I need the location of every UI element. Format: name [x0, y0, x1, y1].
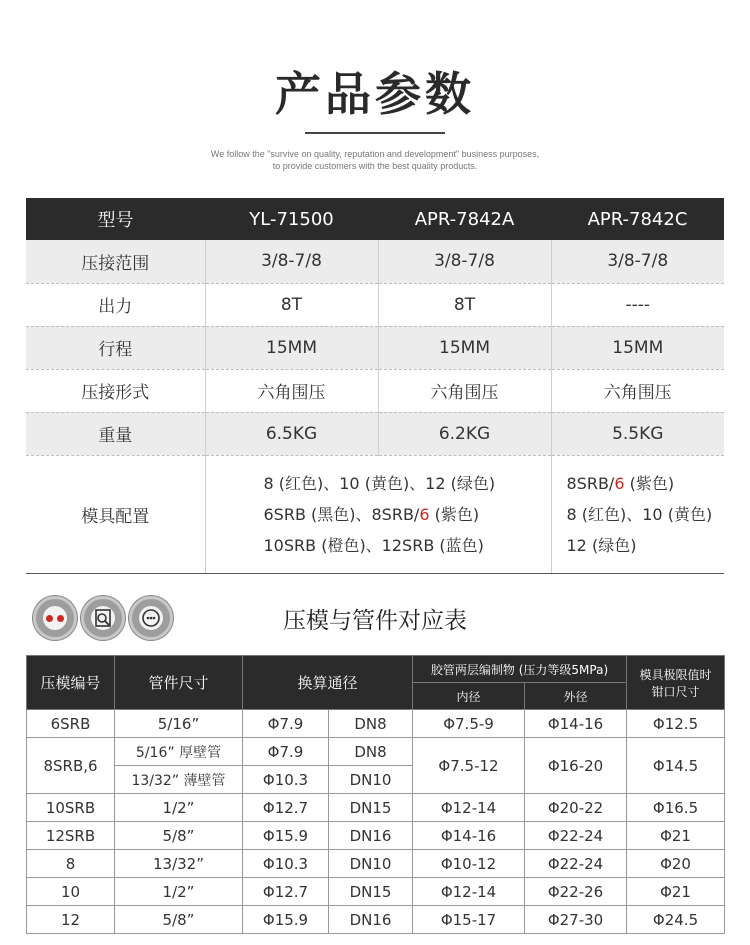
mold-table	[26, 655, 725, 934]
cell: 12	[27, 906, 115, 934]
cell: 5/8”	[115, 822, 243, 850]
cell: Φ7.5-9	[413, 710, 525, 738]
icon-inner	[139, 606, 163, 630]
cell: 8SRB,6	[27, 738, 115, 794]
spec-cell: 15MM	[378, 326, 551, 369]
mold-config-left	[205, 455, 551, 573]
mold-line: 12 (绿色)	[566, 535, 637, 555]
mold-line: 8 (红色)、10 (黄色)	[566, 504, 713, 524]
mold-text: 6SRB (黑色)、8SRB/	[263, 504, 420, 524]
cell: DN10	[329, 766, 413, 794]
header-outer: 外径	[525, 683, 627, 710]
page-title: 产品参数	[275, 67, 475, 121]
mold-text-red: 6	[614, 473, 625, 493]
cell: Φ10.3	[243, 766, 329, 794]
header-limit-line: 钳口尺寸	[651, 684, 700, 699]
cell: Φ21	[627, 878, 725, 906]
cell: DN15	[329, 878, 413, 906]
table-row	[26, 369, 724, 412]
spec-cell: 8T	[205, 283, 378, 326]
mold-line	[264, 499, 551, 530]
mold-header-row	[27, 656, 725, 683]
spec-cell: 6.5KG	[205, 412, 378, 455]
cell: Φ10.3	[243, 850, 329, 878]
cell: Φ15-17	[413, 906, 525, 934]
spec-cell: 6.2KG	[378, 412, 551, 455]
cell: DN16	[329, 822, 413, 850]
spec-cell: 15MM	[205, 326, 378, 369]
mold-text-red: 6	[419, 504, 430, 524]
table-row	[27, 822, 725, 850]
table-row	[26, 412, 724, 455]
cell: Φ7.9	[243, 710, 329, 738]
cell: 10	[27, 878, 115, 906]
headset-glyph	[139, 606, 163, 630]
header-inner: 内径	[413, 683, 525, 710]
spec-cell: 出力	[26, 283, 205, 326]
cell: Φ12.7	[243, 794, 329, 822]
mold-config-row	[26, 455, 724, 573]
cell: 1/2”	[115, 794, 243, 822]
mold-text: 8SRB/	[566, 473, 615, 493]
cell: Φ12-14	[413, 878, 525, 906]
cell: DN8	[329, 738, 413, 766]
spec-header-cell: APR-7842A	[378, 198, 551, 240]
cell: Φ24.5	[627, 906, 725, 934]
cell: 6SRB	[27, 710, 115, 738]
spec-cell: 压接形式	[26, 369, 205, 412]
table-row	[27, 878, 725, 906]
cell: Φ15.9	[243, 906, 329, 934]
cell: Φ7.5-12	[413, 738, 525, 794]
cell: 12SRB	[27, 822, 115, 850]
cell: Φ14-16	[525, 710, 627, 738]
mold-line	[567, 468, 725, 499]
support-icon	[129, 596, 173, 640]
table-row	[26, 283, 724, 326]
pin-dot	[57, 615, 64, 622]
mold-line: 8 (红色)、10 (黄色)、12 (绿色)	[263, 473, 496, 493]
cell: Φ14-16	[413, 822, 525, 850]
cell: Φ7.9	[243, 738, 329, 766]
spec-cell: 六角围压	[551, 369, 724, 412]
section-title: 压模与管件对应表	[283, 608, 467, 634]
cell: Φ12-14	[413, 794, 525, 822]
cell: Φ20	[627, 850, 725, 878]
cell: Φ22-26	[525, 878, 627, 906]
mold-config-right	[551, 455, 724, 573]
spec-cell: 重量	[26, 412, 205, 455]
cell: DN16	[329, 906, 413, 934]
header-mold-no: 压模编号	[27, 656, 115, 710]
header-limit-line: 模具极限值时	[639, 667, 712, 682]
spec-header-cell: 型号	[26, 198, 205, 240]
cell: 1/2”	[115, 878, 243, 906]
table-row	[27, 710, 725, 738]
header-conversion: 换算通径	[243, 656, 413, 710]
cell: Φ16.5	[627, 794, 725, 822]
cell: Φ12.7	[243, 878, 329, 906]
spec-header-cell: YL-71500	[205, 198, 378, 240]
search-doc-icon	[81, 596, 125, 640]
cell: Φ15.9	[243, 822, 329, 850]
mold-text: (紫色)	[624, 473, 675, 493]
cell: 10SRB	[27, 794, 115, 822]
cell: 8	[27, 850, 115, 878]
cell: Φ27-30	[525, 906, 627, 934]
location-pin-icon	[33, 596, 77, 640]
pin-dot	[46, 615, 53, 622]
spec-cell: 15MM	[551, 326, 724, 369]
spec-cell: 压接范围	[26, 240, 205, 283]
header-fitting-size: 管件尺寸	[115, 656, 243, 710]
spec-table	[26, 198, 724, 574]
header-hose-group: 胶管两层编制物 (压力等级5MPa)	[413, 656, 627, 683]
cell: DN15	[329, 794, 413, 822]
cell: Φ14.5	[627, 738, 725, 794]
header-limit	[627, 656, 725, 710]
cell: Φ22-24	[525, 822, 627, 850]
icon-inner	[91, 606, 115, 630]
cell: Φ10-12	[413, 850, 525, 878]
cell: Φ22-24	[525, 850, 627, 878]
spec-cell: 行程	[26, 326, 205, 369]
spec-cell: 六角围压	[378, 369, 551, 412]
table-row	[26, 326, 724, 369]
cell: 5/16”	[115, 710, 243, 738]
spec-cell: 3/8-7/8	[378, 240, 551, 283]
spec-cell: 5.5KG	[551, 412, 724, 455]
mold-config-label: 模具配置	[26, 455, 205, 573]
cell: Φ21	[627, 822, 725, 850]
table-row	[27, 906, 725, 934]
cell: 13/32” 薄壁管	[115, 766, 243, 794]
table-row	[26, 240, 724, 283]
magnifier-glyph	[91, 606, 115, 630]
cell: DN10	[329, 850, 413, 878]
spec-cell: ----	[551, 283, 724, 326]
cell: 5/8”	[115, 906, 243, 934]
subtitle-line-2: to provide customers with the best quality products.	[272, 161, 478, 171]
spec-header-cell: APR-7842C	[551, 198, 724, 240]
title-divider	[305, 132, 445, 134]
cell: Φ16-20	[525, 738, 627, 794]
spec-cell: 8T	[378, 283, 551, 326]
spec-cell: 3/8-7/8	[551, 240, 724, 283]
cell: DN8	[329, 710, 413, 738]
spec-cell: 3/8-7/8	[205, 240, 378, 283]
cell: Φ12.5	[627, 710, 725, 738]
spec-cell: 六角围压	[205, 369, 378, 412]
table-row	[27, 850, 725, 878]
spec-header-row	[26, 198, 724, 240]
icon-inner	[43, 606, 67, 630]
mold-text: (紫色)	[429, 504, 480, 524]
mold-line: 10SRB (橙色)、12SRB (蓝色)	[263, 535, 484, 555]
table-row	[27, 794, 725, 822]
cell: Φ20-22	[525, 794, 627, 822]
table-row	[27, 738, 725, 766]
cell: 5/16” 厚壁管	[115, 738, 243, 766]
subtitle-line-1: We follow the "survive on quality, reputation and development" business purposes,	[210, 149, 540, 159]
cell: 13/32”	[115, 850, 243, 878]
